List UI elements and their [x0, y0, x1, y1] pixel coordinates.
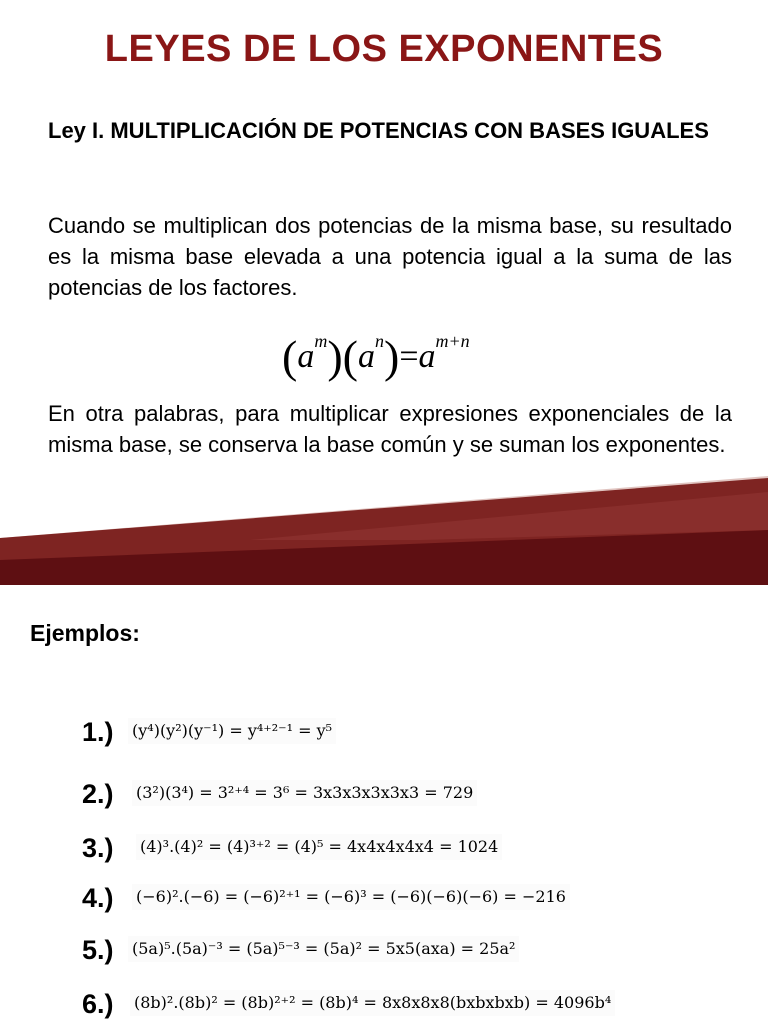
formula-exponent-sum: m+n: [435, 331, 470, 351]
open-paren: (: [282, 331, 298, 382]
law-heading: Ley I. MULTIPLICACIÓN DE POTENCIAS CON BASES IGUALES: [48, 118, 709, 143]
formula-exponent-n: n: [374, 331, 384, 351]
example-expression: (5a)⁵.(5a)⁻³ = (5a)⁵⁻³ = (5a)² = 5x5(axa) = 25a²: [128, 936, 519, 962]
example-number: 1.): [82, 717, 114, 747]
example-number: 3.): [82, 833, 114, 863]
formula-exponent-m: m: [314, 331, 328, 351]
formula-base: a: [357, 338, 375, 375]
decorative-band: [0, 470, 768, 590]
example-expression: (3²)(3⁴) = 3²⁺⁴ = 3⁶ = 3x3x3x3x3x3 = 729: [132, 780, 477, 806]
example-2: [0, 776, 768, 820]
example-expression: (y⁴)(y²)(y⁻¹) = y⁴⁺²⁻¹ = y⁵: [128, 718, 336, 744]
definition-paragraph: Cuando se multiplican dos potencias de la misma base, su resultado es la misma base elevada a una potencia igual a la suma de las potencias de los factores.: [48, 213, 732, 300]
close-paren: ): [327, 331, 343, 382]
open-paren: (: [342, 331, 358, 382]
example-3: [0, 830, 768, 874]
example-4: [0, 880, 768, 924]
explanation-paragraph: En otra palabras, para multiplicar expresiones exponenciales de la misma base, se conserva la base común y se suman los exponentes.: [48, 401, 732, 457]
formula-base: a: [297, 338, 315, 375]
formula-base: a: [418, 338, 436, 375]
example-expression: (4)³.(4)² = (4)³⁺² = (4)⁵ = 4x4x4x4x4 = 1024: [136, 834, 502, 860]
example-1: [0, 714, 768, 758]
example-number: 4.): [82, 883, 114, 913]
example-number: 6.): [82, 989, 114, 1019]
example-number: 5.): [82, 935, 114, 965]
close-paren: ): [383, 331, 400, 382]
example-expression: (8b)².(8b)² = (8b)²⁺² = (8b)⁴ = 8x8x8x8(bxbxbxb) = 4096b⁴: [130, 990, 615, 1016]
formula-equals: =: [399, 338, 419, 375]
example-number: 2.): [82, 779, 114, 809]
product-rule-formula: [282, 330, 470, 383]
example-6: [0, 986, 768, 1030]
examples-heading: Ejemplos:: [30, 620, 140, 646]
example-5: [0, 932, 768, 976]
example-expression: (−6)².(−6) = (−6)²⁺¹ = (−6)³ = (−6)(−6)(−6) = −216: [132, 884, 570, 910]
page-title: LEYES DE LOS EXPONENTES: [104, 28, 664, 70]
